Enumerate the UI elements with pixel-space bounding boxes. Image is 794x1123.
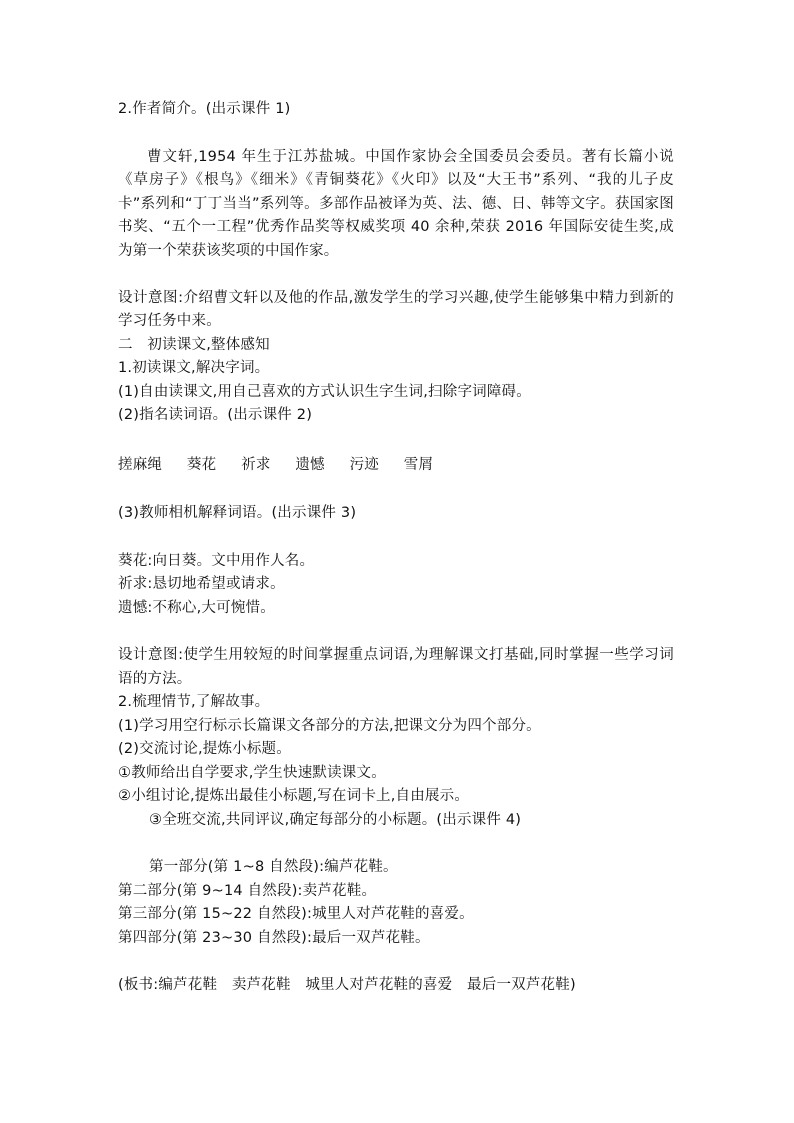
substep-1: ①教师给出自学要求,学生快速默读课文。	[118, 764, 386, 781]
vocabulary-words	[118, 454, 674, 478]
blackboard-summary: (板书:编芦花鞋 卖芦花鞋 城里人对芦花鞋的喜爱 最后一双芦花鞋)	[118, 977, 576, 993]
definition-1: 葵花:向日葵。文中用作人名。	[118, 552, 315, 569]
part-1: 第一部分(第 1~8 自然段):编芦花鞋。	[149, 859, 398, 875]
section-heading-2: 二 初读课文,整体感知	[118, 336, 270, 353]
heading-author-intro: 2.作者简介。(出示课件 1)	[118, 101, 291, 117]
list-item-2: (2)指名读词语。(出示课件 2)	[118, 407, 313, 423]
vocab-word: 搓麻绳	[118, 456, 163, 473]
definition-2: 祈求:恳切地希望或请求。	[118, 576, 285, 592]
subheading-2-2: 2.梳理情节,了解故事。	[118, 694, 270, 710]
vocab-word: 葵花	[186, 456, 217, 473]
part-3: 第三部分(第 15~22 自然段):城里人对芦花鞋的喜爱。	[118, 906, 474, 922]
subheading-2-1: 1.初读课文,解决字词。	[118, 360, 270, 376]
part-2: 第二部分(第 9~14 自然段):卖芦花鞋。	[118, 882, 377, 899]
vocab-word: 污迹	[349, 456, 379, 473]
part-4: 第四部分(第 23~30 自然段):最后一双芦花鞋。	[118, 929, 430, 946]
design-intent-2: 设计意图:使学生用较短的时间掌握重点词语,为理解课文打基础,同时掌握一些学习词语的方法。	[118, 647, 674, 687]
design-intent-1: 设计意图:介绍曹文轩以及他的作品,激发学生的学习兴趣,使学生能够集中精力到新的学习任务中来。	[118, 289, 674, 329]
vocab-word: 遗憾	[295, 456, 325, 473]
substep-2: ②小组讨论,提炼出最佳小标题,写在词卡上,自由展示。	[118, 788, 470, 804]
author-bio-paragraph: 曹文轩,1954 年生于江苏盐城。中国作家协会全国委员会委员。著有长篇小说《草房子》《根鸟》《细米》《青铜葵花》《火印》以及“大王书”系列、“我的儿子皮卡”系列和“丁丁当当”系列等。多部作品被译为英、法、德、日、韩等文字。获国家图书奖、“五个一工程”优秀作品奖等权威奖项 40 余种,荣获 2016 年国际安徒生奖,成为第一个荣获该奖项的中国作家。	[118, 148, 674, 259]
definition-3: 遗憾:不称心,大可惋惜。	[118, 599, 275, 616]
step-1: (1)学习用空行标示长篇课文各部分的方法,把课文分为四个部分。	[118, 717, 541, 734]
substep-3: ③全班交流,共同评议,确定每部分的小标题。(出示课件 4)	[149, 811, 522, 828]
list-item-1: (1)自由读课文,用自己喜欢的方式认识生字生词,扫除字词障碍。	[118, 383, 531, 400]
list-item-3: (3)教师相机解释词语。(出示课件 3)	[118, 505, 357, 521]
vocab-word: 祈求	[241, 456, 271, 473]
vocab-word: 雪屑	[403, 456, 434, 473]
step-2: (2)交流讨论,提炼小标题。	[118, 741, 291, 757]
